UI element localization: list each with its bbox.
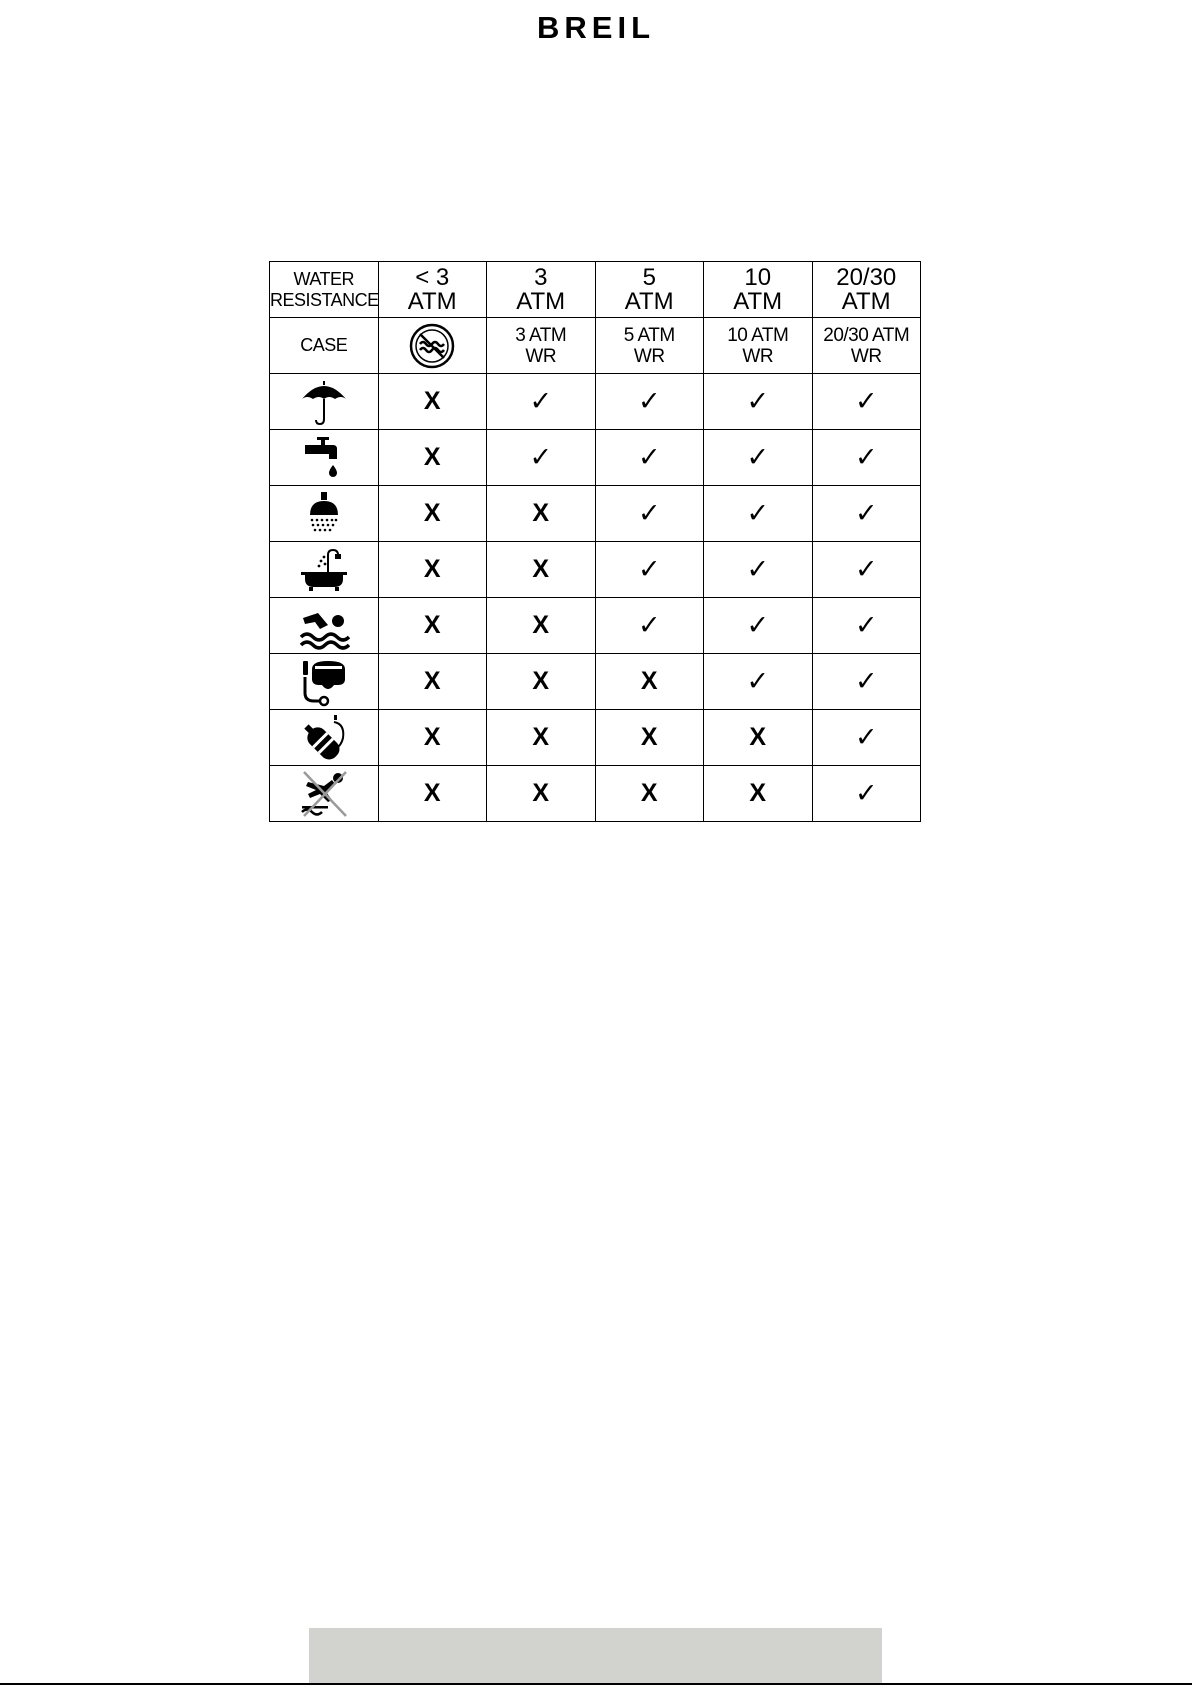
table-row <box>270 374 921 430</box>
footer-bar <box>309 1628 882 1685</box>
table-cell: X <box>704 710 813 766</box>
table-row <box>270 430 921 486</box>
column-header: < 3 ATM <box>378 262 487 318</box>
table-cell: X <box>487 710 596 766</box>
table-cell: ✓ <box>812 542 921 598</box>
table-cell: ✓ <box>812 710 921 766</box>
case-value: 20/30 ATM WR <box>812 318 921 374</box>
table-row <box>270 486 921 542</box>
table-cell: ✓ <box>595 542 704 598</box>
table-cell: ✓ <box>704 542 813 598</box>
table-cell: X <box>487 654 596 710</box>
table-cell: X <box>704 766 813 822</box>
table-cell: ✓ <box>487 430 596 486</box>
faucet-icon <box>270 430 379 486</box>
table-cell: X <box>378 598 487 654</box>
case-value: 10 ATM WR <box>704 318 813 374</box>
table-cell: X <box>487 486 596 542</box>
umbrella-icon <box>270 374 379 430</box>
table-cell: X <box>378 766 487 822</box>
table-cell: X <box>487 766 596 822</box>
table-cell: ✓ <box>812 766 921 822</box>
column-header: 20/30 ATM <box>812 262 921 318</box>
table-cell: ✓ <box>704 430 813 486</box>
brand-logo: BREIL <box>537 10 655 45</box>
table-cell: ✓ <box>704 374 813 430</box>
table-header-row <box>270 262 921 318</box>
table-cell: ✓ <box>704 486 813 542</box>
table-row <box>270 654 921 710</box>
table-cell: X <box>378 542 487 598</box>
table-cell: ✓ <box>595 374 704 430</box>
case-row <box>270 318 921 374</box>
water-resistance-table <box>269 261 921 822</box>
table-cell: X <box>595 766 704 822</box>
table-cell: ✓ <box>595 486 704 542</box>
column-header: 5 ATM <box>595 262 704 318</box>
column-header: 10 ATM <box>704 262 813 318</box>
no-diving-icon <box>270 766 379 822</box>
table-row <box>270 766 921 822</box>
table-row <box>270 598 921 654</box>
table-cell: X <box>378 486 487 542</box>
table-cell: X <box>378 710 487 766</box>
table-cell: X <box>595 710 704 766</box>
table-cell: ✓ <box>812 430 921 486</box>
table-cell: ✓ <box>812 654 921 710</box>
table-cell: ✓ <box>595 598 704 654</box>
table-cell: X <box>378 374 487 430</box>
swimmer-icon <box>270 598 379 654</box>
case-value: 5 ATM WR <box>595 318 704 374</box>
table-cell: X <box>378 430 487 486</box>
table-cell: ✓ <box>812 374 921 430</box>
table-cell: ✓ <box>704 598 813 654</box>
column-header: 3 ATM <box>487 262 596 318</box>
no-water-resistance-icon <box>378 318 487 374</box>
table-cell: X <box>595 654 704 710</box>
header-label: WATER RESISTANCE <box>270 262 379 318</box>
bathtub-icon <box>270 542 379 598</box>
shower-icon <box>270 486 379 542</box>
table-cell: ✓ <box>595 430 704 486</box>
table-cell: ✓ <box>487 374 596 430</box>
scuba-tank-icon <box>270 710 379 766</box>
table-cell: X <box>378 654 487 710</box>
case-label: CASE <box>270 318 379 374</box>
table-row <box>270 542 921 598</box>
table-row <box>270 710 921 766</box>
table-cell: ✓ <box>812 598 921 654</box>
case-value: 3 ATM WR <box>487 318 596 374</box>
table-cell: X <box>487 542 596 598</box>
table-cell: X <box>487 598 596 654</box>
snorkel-icon <box>270 654 379 710</box>
table-cell: ✓ <box>704 654 813 710</box>
table-cell: ✓ <box>812 486 921 542</box>
